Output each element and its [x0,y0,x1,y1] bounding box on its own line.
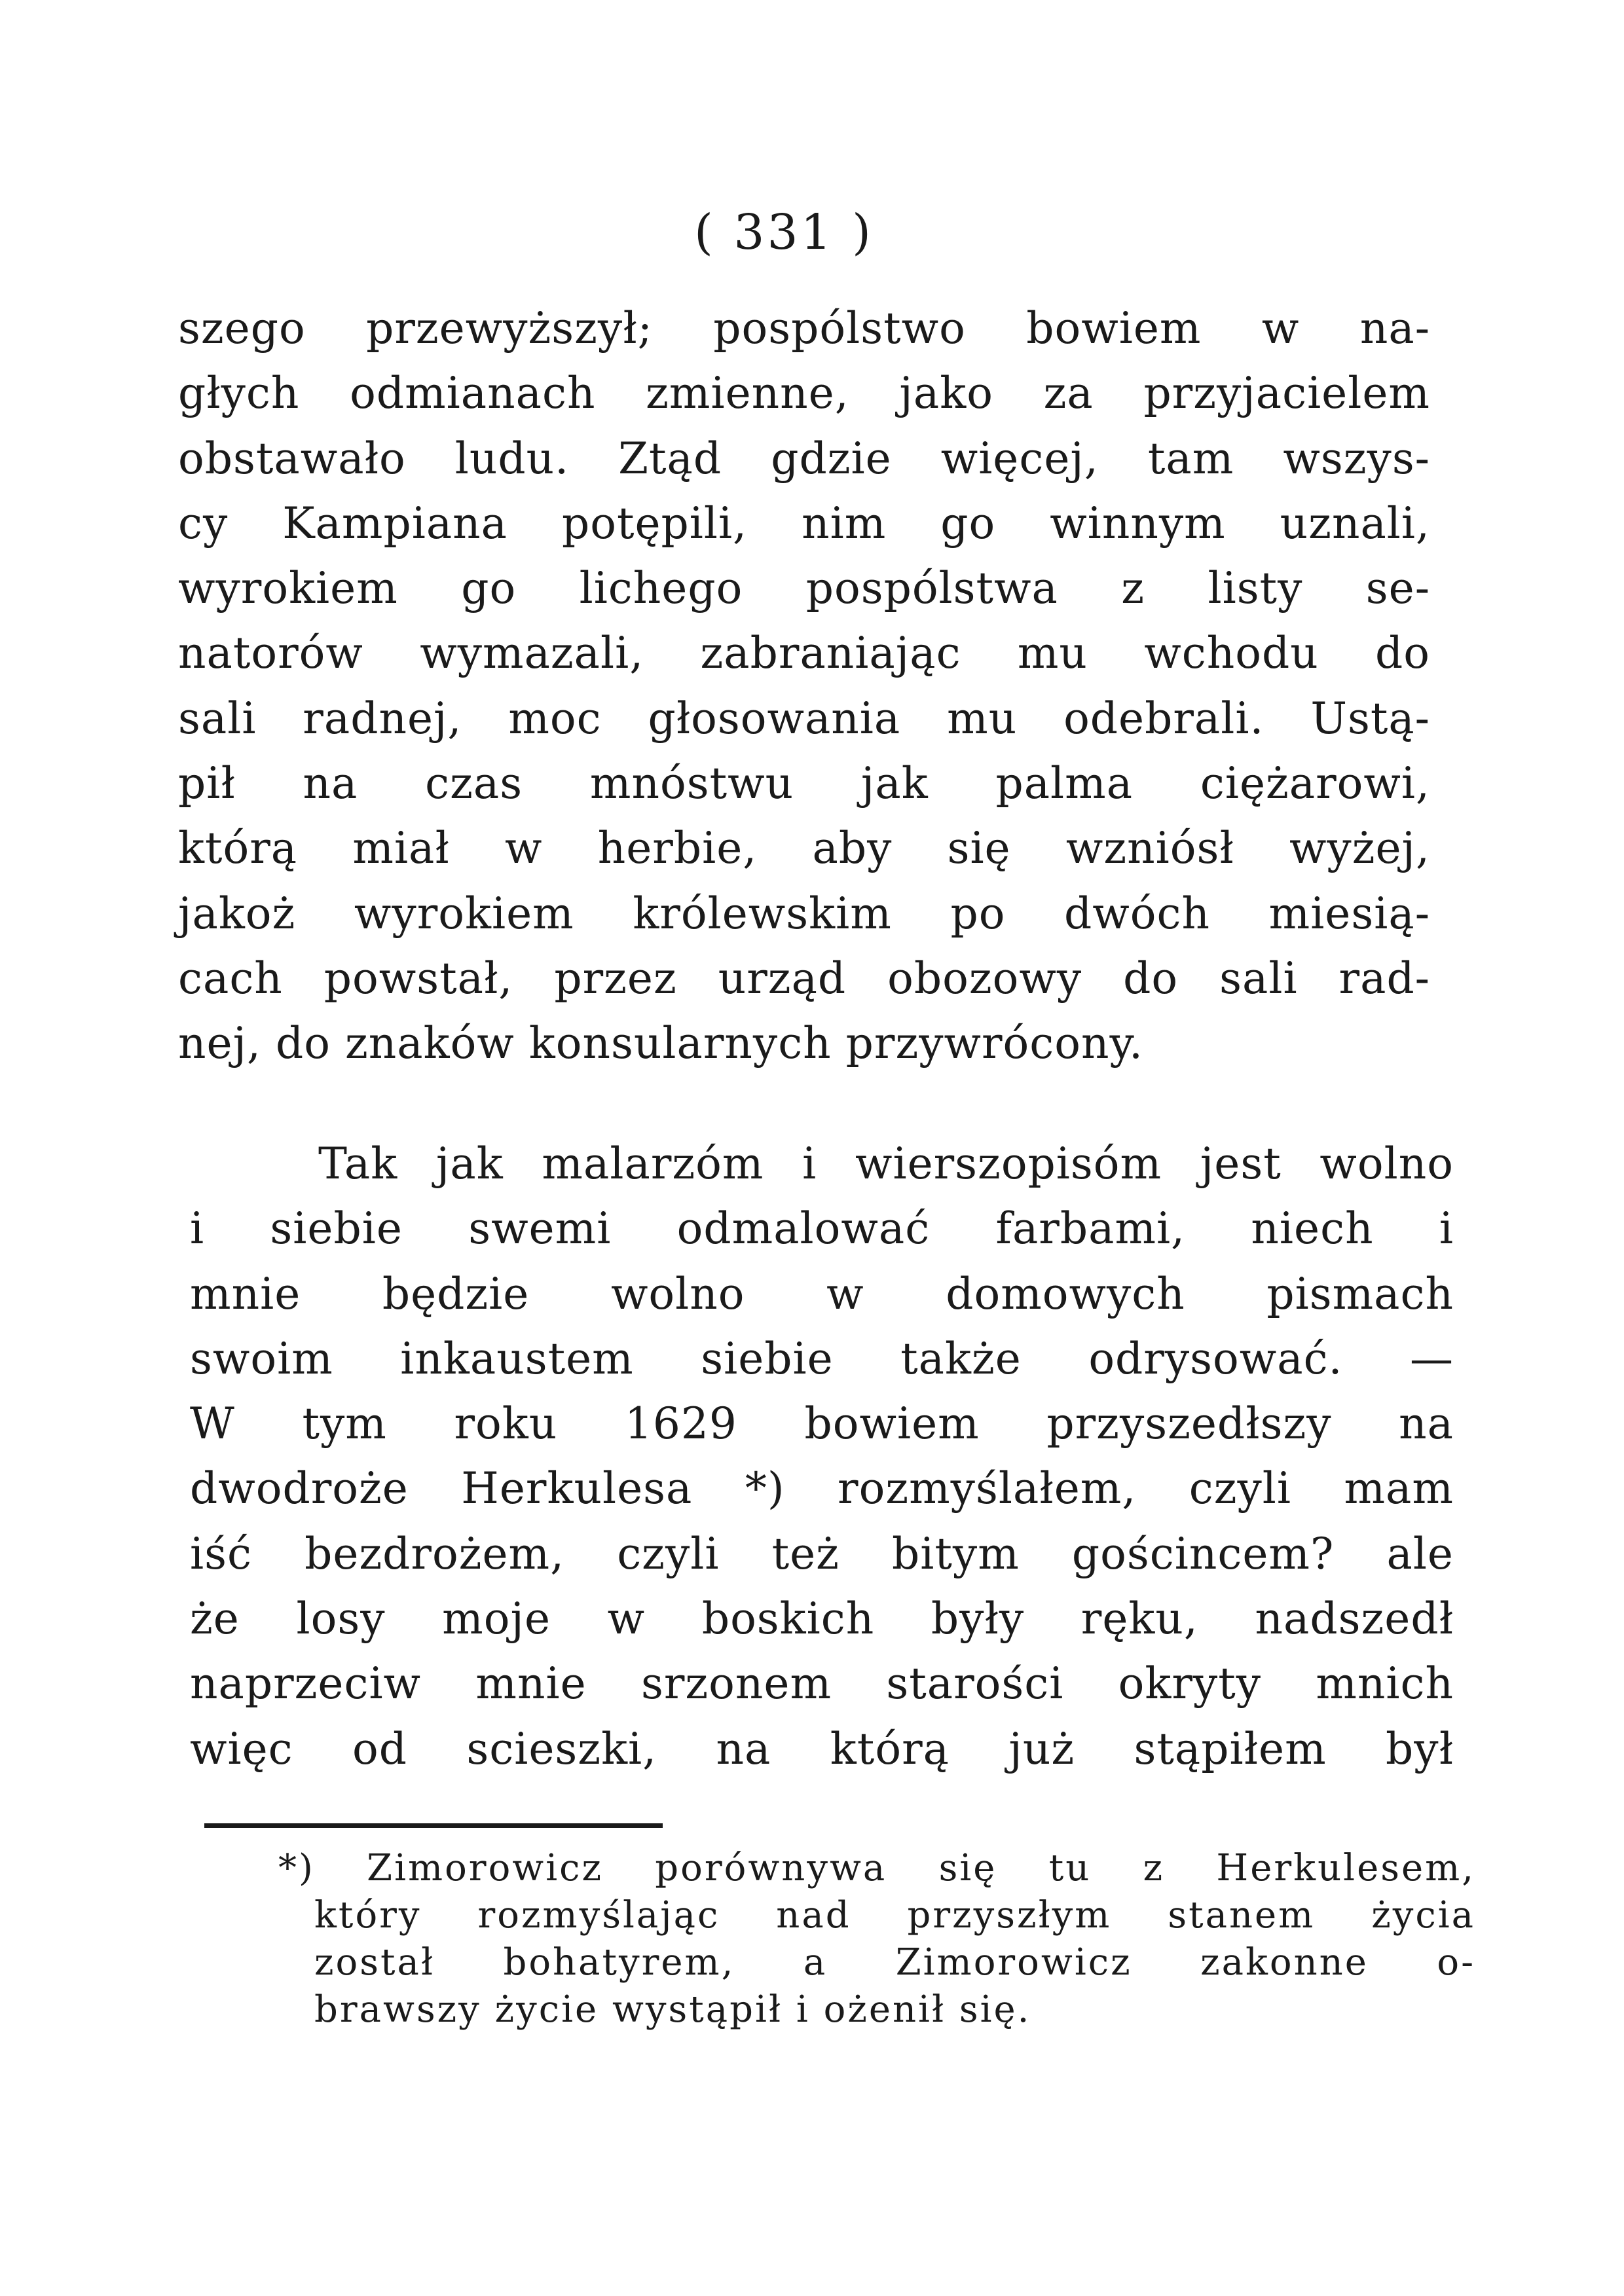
text-line: sali radnej, moc głosowania mu odebrali. Ustą- [178,693,1430,744]
footnote [278,1845,1475,2033]
footnote-line: brawszy życie wystąpił i ożenił się. [314,1988,1031,2031]
text-line: Tak jak malarzóm i wierszopisóm jest wolno [318,1139,1454,1189]
text-line: że losy moje w boskich były ręku, nadszedł [190,1594,1454,1645]
main-text-paragraph-2 [190,1131,1454,1781]
text-line: wyrokiem go lichego pospólstwa z listy se- [178,563,1430,614]
text-line: obstawało ludu. Ztąd gdzie więcej, tam wszys- [178,433,1430,484]
text-line: swoim inkaustem siebie także odrysować. — [190,1333,1454,1384]
text-line: pił na czas mnóstwu jak palma ciężarowi, [178,758,1430,809]
text-line: więc od scieszki, na którą już stąpiłem był [190,1723,1454,1774]
text-line: głych odmianach zmienne, jako za przyjacielem [178,368,1430,419]
text-line: cach powstał, przez urząd obozowy do sali rad- [178,953,1430,1004]
text-line: naprzeciw mnie srzonem starości okryty mnich [190,1658,1454,1709]
text-line: cy Kampiana potępili, nim go winnym uznali, [178,498,1430,549]
main-text-paragraph-1 [178,296,1430,1076]
footnote-line: został bohatyrem, a Zimorowicz zakonne o- [314,1941,1475,1984]
text-line: natorów wymazali, zabraniając mu wchodu do [178,628,1430,679]
footnote-line: *) Zimorowicz porównywa się tu z Herkulesem, [278,1847,1475,1889]
text-line: i siebie swemi odmalować farbami, niech i [190,1203,1454,1254]
text-line: iść bezdrożem, czyli też bitym gościncem? ale [190,1528,1454,1579]
text-line: szego przewyższył; pospólstwo bowiem w na- [178,303,1430,354]
page-number: ( 331 ) [694,204,874,261]
text-line: nej, do znaków konsularnych przywrócony. [178,1018,1143,1069]
footnote-divider [204,1823,663,1828]
text-line: W tym roku 1629 bowiem przyszedłszy na [190,1398,1454,1449]
text-line: którą miał w herbie, aby się wzniósł wyżej, [178,823,1430,874]
text-line: jakoż wyrokiem królewskim po dwóch miesią- [178,888,1430,939]
text-line: dwodroże Herkulesa *) rozmyślałem, czyli mam [190,1463,1454,1514]
footnote-line: który rozmyślając nad przyszłym stanem życia [314,1894,1475,1937]
text-line: mnie będzie wolno w domowych pismach [190,1268,1454,1319]
